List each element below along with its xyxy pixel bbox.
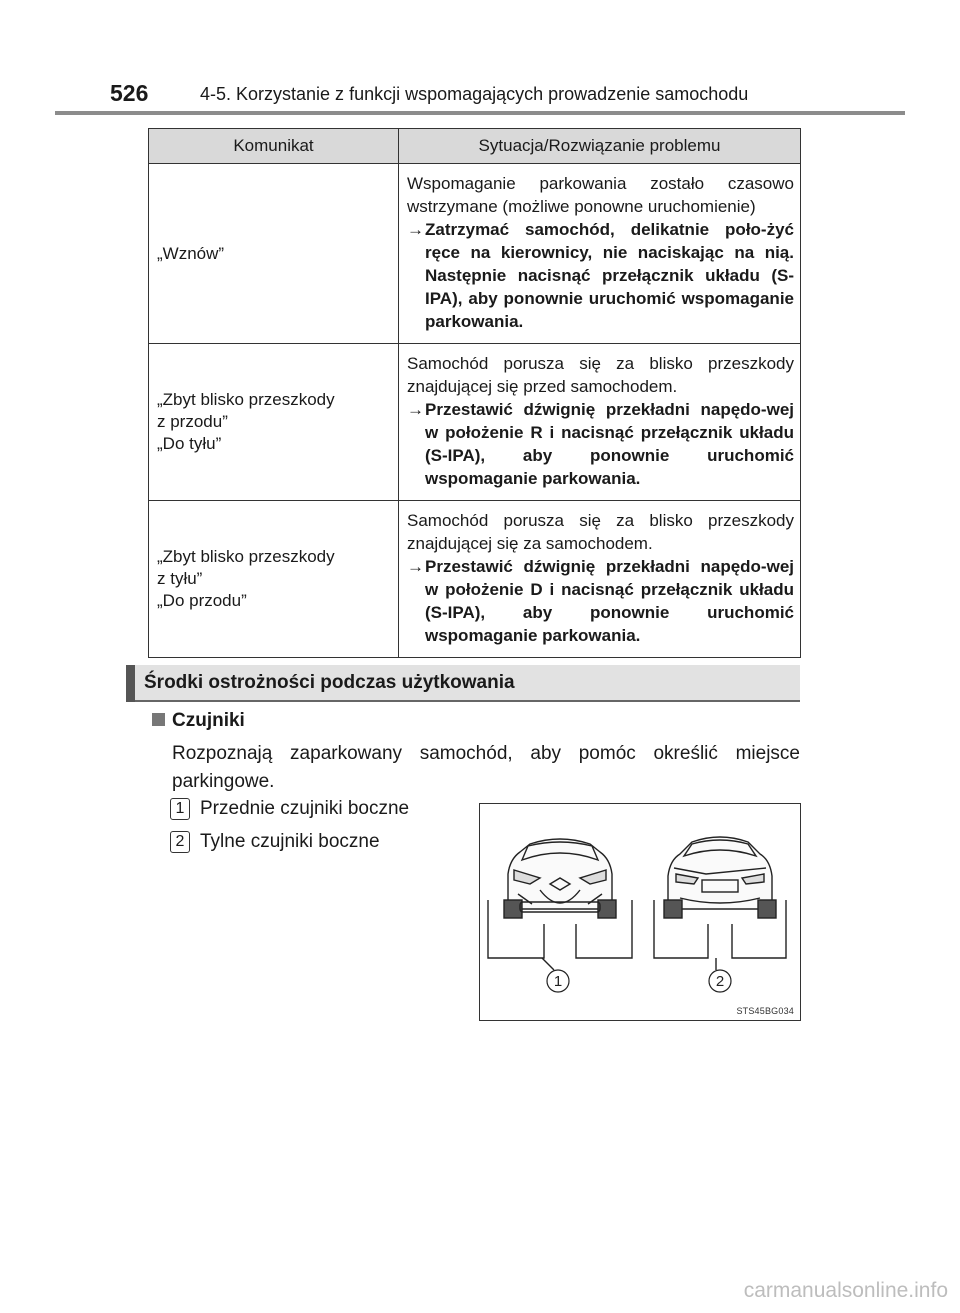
situation-text: Samochód porusza się za blisko przeszkody znajdującej się za samochodem. — [407, 511, 794, 553]
header-divider — [55, 111, 905, 115]
callouts — [547, 970, 731, 992]
sensor-zones — [488, 900, 786, 970]
message-line: „Do tyłu” — [157, 434, 222, 453]
callout-label-1: 1 — [553, 973, 563, 990]
callout-number: 1 — [170, 798, 190, 820]
message-line: „Zbyt blisko przeszkody — [157, 547, 335, 566]
messages-table — [148, 128, 801, 658]
subsection-title: Czujniki — [172, 710, 245, 731]
message-line: „Do przodu” — [157, 591, 247, 610]
cars-drawing — [480, 804, 800, 1020]
action-text: Przestawić dźwignię przekładni napędo-wej w położenie R i nacisnąć przełącznik układu (S-IPA), aby ponownie uruchomić wspomaganie parkowania. — [425, 400, 794, 488]
legend-item — [170, 831, 380, 853]
section-title: Środki ostrożności podczas użytkowania — [144, 672, 515, 693]
solution-cell — [399, 501, 801, 658]
subsection-heading — [152, 710, 245, 732]
message-line: z przodu” — [157, 412, 228, 431]
situation-text: Samochód porusza się za blisko przeszkody znajdującej się przed samochodem. — [407, 354, 794, 396]
arrow-icon: → — [407, 557, 424, 576]
figure-code: STS45BG034 — [736, 1006, 794, 1016]
message-line: „Wznów” — [157, 243, 225, 263]
legend-label: Tylne czujniki boczne — [200, 831, 380, 852]
front-car-illustration — [504, 839, 616, 918]
square-bullet-icon — [152, 713, 165, 726]
sensors-description: Rozpoznają zaparkowany samochód, aby pomóc określić miejsce parkingowe. — [172, 743, 800, 792]
arrow-icon: → — [407, 220, 424, 239]
section-marker — [126, 665, 135, 702]
action-item — [407, 218, 794, 333]
message-cell — [149, 344, 399, 501]
table-row — [149, 164, 801, 344]
table-header-row — [149, 129, 801, 164]
callout-label-2: 2 — [715, 973, 725, 990]
solution-cell — [399, 344, 801, 501]
situation-text: Wspomaganie parkowania zostało czasowo wstrzymane (możliwe ponowne uruchomienie) — [407, 174, 794, 216]
action-text: Przestawić dźwignię przekładni napędo-wej w położenie D i nacisnąć przełącznik układu (S-IPA), aby ponownie uruchomić wspomaganie parkowania. — [425, 557, 794, 645]
watermark: carmanualsonline.info — [743, 1279, 948, 1302]
message-line: z tyłu” — [157, 569, 203, 588]
callout-number: 2 — [170, 831, 190, 853]
column-header-solution: Sytuacja/Rozwiązanie problemu — [399, 129, 801, 164]
column-header-message: Komunikat — [149, 129, 399, 164]
action-text: Zatrzymać samochód, delikatnie poło-żyć ręce na kierownicy, nie naciskając na nią. Następnie nacisnąć przełącznik układu (S-IPA), aby ponownie uruchomić wspomaganie parkowania. — [425, 220, 794, 331]
action-item — [407, 555, 794, 647]
legend-item — [170, 798, 409, 820]
table-row — [149, 344, 801, 501]
message-line: „Zbyt blisko przeszkody — [157, 390, 335, 409]
page-number: 526 — [110, 80, 149, 106]
section-header — [126, 665, 800, 702]
table-row — [149, 501, 801, 658]
message-cell — [149, 501, 399, 658]
sensor-illustration — [479, 803, 801, 1021]
action-item — [407, 398, 794, 490]
legend-label: Przednie czujniki boczne — [200, 798, 410, 819]
page-header — [110, 80, 910, 112]
chapter-title: 4-5. Korzystanie z funkcji wspomagających prowadzenie samochodu — [200, 84, 749, 104]
arrow-icon: → — [407, 400, 424, 419]
rear-car-illustration — [664, 837, 776, 918]
message-cell — [149, 164, 399, 344]
solution-cell — [399, 164, 801, 344]
